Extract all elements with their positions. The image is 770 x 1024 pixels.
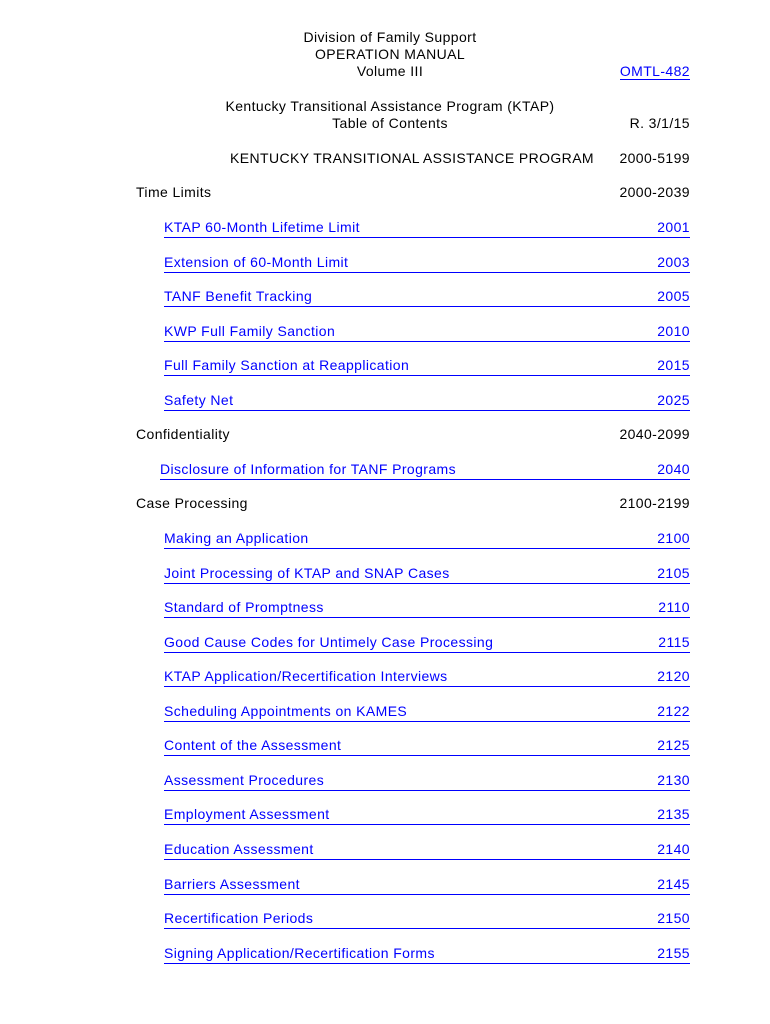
toc-link-page: 2105 [657, 565, 690, 581]
toc-link-label: Signing Application/Recertification Forms [164, 945, 435, 961]
toc-link-page: 2040 [657, 461, 690, 477]
program-title: Kentucky Transitional Assistance Program (KTAP) [225, 98, 555, 114]
toc-link[interactable] [164, 599, 690, 618]
toc-link[interactable] [164, 565, 690, 584]
section-range-time-limits: 2000-2039 [619, 184, 690, 200]
toc-link[interactable] [164, 323, 690, 342]
toc-link[interactable] [164, 737, 690, 756]
toc-link-page: 2140 [657, 841, 690, 857]
volume-title: Volume III [356, 63, 424, 79]
toc-link[interactable] [164, 288, 690, 307]
toc-link-page: 2120 [657, 668, 690, 684]
toc-link-label: Barriers Assessment [164, 876, 300, 892]
section-title-confidentiality: Confidentiality [136, 426, 230, 442]
program-range: 2000-5199 [619, 150, 690, 166]
revision-date: R. 3/1/15 [629, 115, 690, 131]
toc-link[interactable] [164, 634, 690, 653]
toc-link[interactable] [164, 945, 690, 964]
section-title-time-limits: Time Limits [136, 184, 212, 200]
toc-link-page: 2001 [657, 219, 690, 235]
toc-link-label: Content of the Assessment [164, 737, 342, 753]
toc-link-label: Scheduling Appointments on KAMES [164, 703, 408, 719]
toc-link-label: Making an Application [164, 530, 309, 546]
toc-link-page: 2115 [658, 634, 690, 650]
toc-link-page: 2135 [657, 806, 690, 822]
toc-link-label: Assessment Procedures [164, 772, 325, 788]
toc-link-page: 2005 [657, 288, 690, 304]
toc-link[interactable] [164, 772, 690, 791]
toc-link[interactable] [164, 219, 690, 238]
toc-link-label: Safety Net [164, 392, 234, 408]
toc-link-page: 2150 [657, 910, 690, 926]
toc-link[interactable] [164, 841, 690, 860]
toc-link[interactable] [164, 392, 690, 411]
toc-link-page: 2015 [657, 357, 690, 373]
omtl-link[interactable]: OMTL-482 [619, 63, 690, 79]
toc-link-label: Good Cause Codes for Untimely Case Processing [164, 634, 494, 650]
section-range-case-processing: 2100-2199 [619, 495, 690, 511]
toc-link-label: Full Family Sanction at Reapplication [164, 357, 410, 373]
toc-title: Table of Contents [332, 115, 448, 131]
toc-link[interactable] [164, 910, 690, 929]
toc-link-label: KWP Full Family Sanction [164, 323, 336, 339]
toc-link-label: Extension of 60-Month Limit [164, 254, 349, 270]
toc-link-label: KTAP 60-Month Lifetime Limit [164, 219, 360, 235]
toc-link-label: Standard of Promptness [164, 599, 324, 615]
toc-link-label: Education Assessment [164, 841, 314, 857]
toc-link-page: 2155 [657, 945, 690, 961]
toc-link[interactable] [164, 668, 690, 687]
toc-link-label: Employment Assessment [164, 806, 330, 822]
toc-link-page: 2125 [657, 737, 690, 753]
toc-link-label: TANF Benefit Tracking [164, 288, 313, 304]
toc-link-page: 2122 [657, 703, 690, 719]
section-title-case-processing: Case Processing [136, 495, 248, 511]
toc-link-page: 2100 [657, 530, 690, 546]
toc-link-page: 2110 [658, 599, 690, 615]
section-range-confidentiality: 2040-2099 [619, 426, 690, 442]
manual-title: OPERATION MANUAL [314, 46, 466, 62]
program-heading: KENTUCKY TRANSITIONAL ASSISTANCE PROGRAM [230, 150, 594, 166]
toc-link-page: 2025 [657, 392, 690, 408]
toc-link[interactable] [164, 530, 690, 549]
toc-link[interactable] [164, 254, 690, 273]
toc-link-page: 2003 [657, 254, 690, 270]
toc-link[interactable] [160, 461, 690, 480]
toc-link-label: Disclosure of Information for TANF Programs [160, 461, 456, 477]
toc-link[interactable] [164, 806, 690, 825]
toc-link-page: 2145 [657, 876, 690, 892]
toc-link[interactable] [164, 357, 690, 376]
toc-link-page: 2130 [657, 772, 690, 788]
toc-link-page: 2010 [657, 323, 690, 339]
toc-link-label: Joint Processing of KTAP and SNAP Cases [164, 565, 450, 581]
toc-link-label: KTAP Application/Recertification Interviews [164, 668, 448, 684]
toc-link[interactable] [164, 876, 690, 895]
toc-link[interactable] [164, 703, 690, 722]
toc-link-label: Recertification Periods [164, 910, 314, 926]
division-title: Division of Family Support [303, 29, 477, 45]
